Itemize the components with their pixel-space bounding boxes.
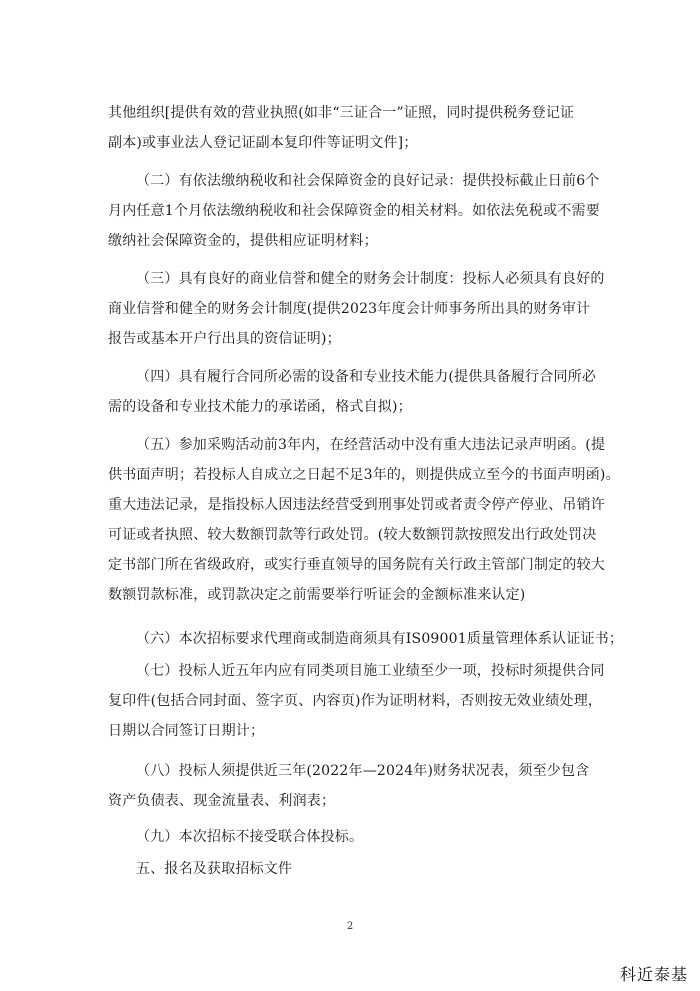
text-line: 月内任意1个月依法缴纳税收和社会保障资金的相关材料。如依法免税或不需要: [108, 203, 600, 219]
text-line: 需的设备和专业技术能力的承诺函，格式自拟)；: [108, 399, 412, 415]
text-line: 副本)或事业法人登记证副本复印件等证明文件]；: [108, 135, 418, 151]
paragraph-item-7-project-experience: [108, 656, 608, 746]
page-number: 2: [346, 921, 354, 932]
paragraph-item-8-financial-statements: [108, 756, 608, 816]
text-line: （七）投标人近五年内应有同类项目施工业绩至少一项，投标时须提供合同: [136, 663, 605, 679]
text-line: 日期以合同签订日期计；: [108, 723, 265, 739]
text-line: （八）投标人须提供近三年(2022年—2024年)财务状况表，须至少包含: [136, 763, 590, 779]
text-line: 资产负债表、现金流量表、利润表；: [108, 793, 336, 809]
section-heading-registration: [108, 854, 608, 884]
text-line: （四）具有履行合同所必需的设备和专业技术能力(提供具备履行合同所必: [136, 369, 597, 385]
paragraph-item-5-violation-record: [108, 430, 620, 610]
text-line: 定书部门所在省级政府，或实行垂直领导的国务院有关行政主管部门制定的较大: [108, 557, 605, 573]
paragraph-item-6-iso-certificate: [108, 624, 624, 654]
paragraph-item-2-tax-record: [108, 166, 608, 256]
text-line: 重大违法记录，是指投标人因违法经营受到刑事处罚或者责令停产停业、吊销许: [108, 497, 605, 513]
text-line: 缴纳社会保障资金的，提供相应证明材料；: [108, 233, 378, 249]
text-line: 可证或者执照、较大数额罚款等行政处罚。(较大数额罚款按照发出行政处罚决: [108, 527, 597, 543]
text-line: 商业信誉和健全的财务会计制度(提供2023年度会计师事务所出具的财务审计: [108, 301, 591, 317]
text-line: 其他组织[提供有效的营业执照(如非“三证合一”证照，同时提供税务登记证: [108, 105, 575, 121]
text-line: 报告或基本开户行出具的资信证明)；: [108, 331, 341, 347]
text-line: （九）本次招标不接受联合体投标。: [136, 829, 364, 845]
text-line: 数额罚款标准，或罚款决定之前需要举行听证会的金额标准来认定): [108, 587, 526, 603]
paragraph-item-9-consortium: [108, 822, 608, 852]
paragraph-item-3-credit-finance: [108, 264, 608, 354]
text-line: （二）有依法缴纳税收和社会保障资金的良好记录：提供投标截止日前6个: [136, 173, 600, 189]
text-line: 五、报名及获取招标文件: [136, 861, 293, 877]
text-line: （三）具有良好的商业信誉和健全的财务会计制度：投标人必须具有良好的: [136, 271, 605, 287]
watermark-logo: 科近泰基: [619, 965, 688, 984]
paragraph-item-4-equipment: [108, 362, 608, 422]
text-line: （六）本次招标要求代理商或制造商须具有IS09001质量管理体系认证证书；: [136, 631, 624, 647]
text-line: 复印件(包括合同封面、签字页、内容页)作为证明材料，否则按无效业绩处理，: [108, 693, 603, 709]
text-line: 供书面声明；若投标人自成立之日起不足3年的，则提供成立至今的书面声明函)。: [108, 467, 620, 483]
paragraph-business-license: [108, 98, 608, 158]
text-line: （五）参加采购活动前3年内，在经营活动中没有重大违法记录声明函。(提: [136, 437, 606, 453]
